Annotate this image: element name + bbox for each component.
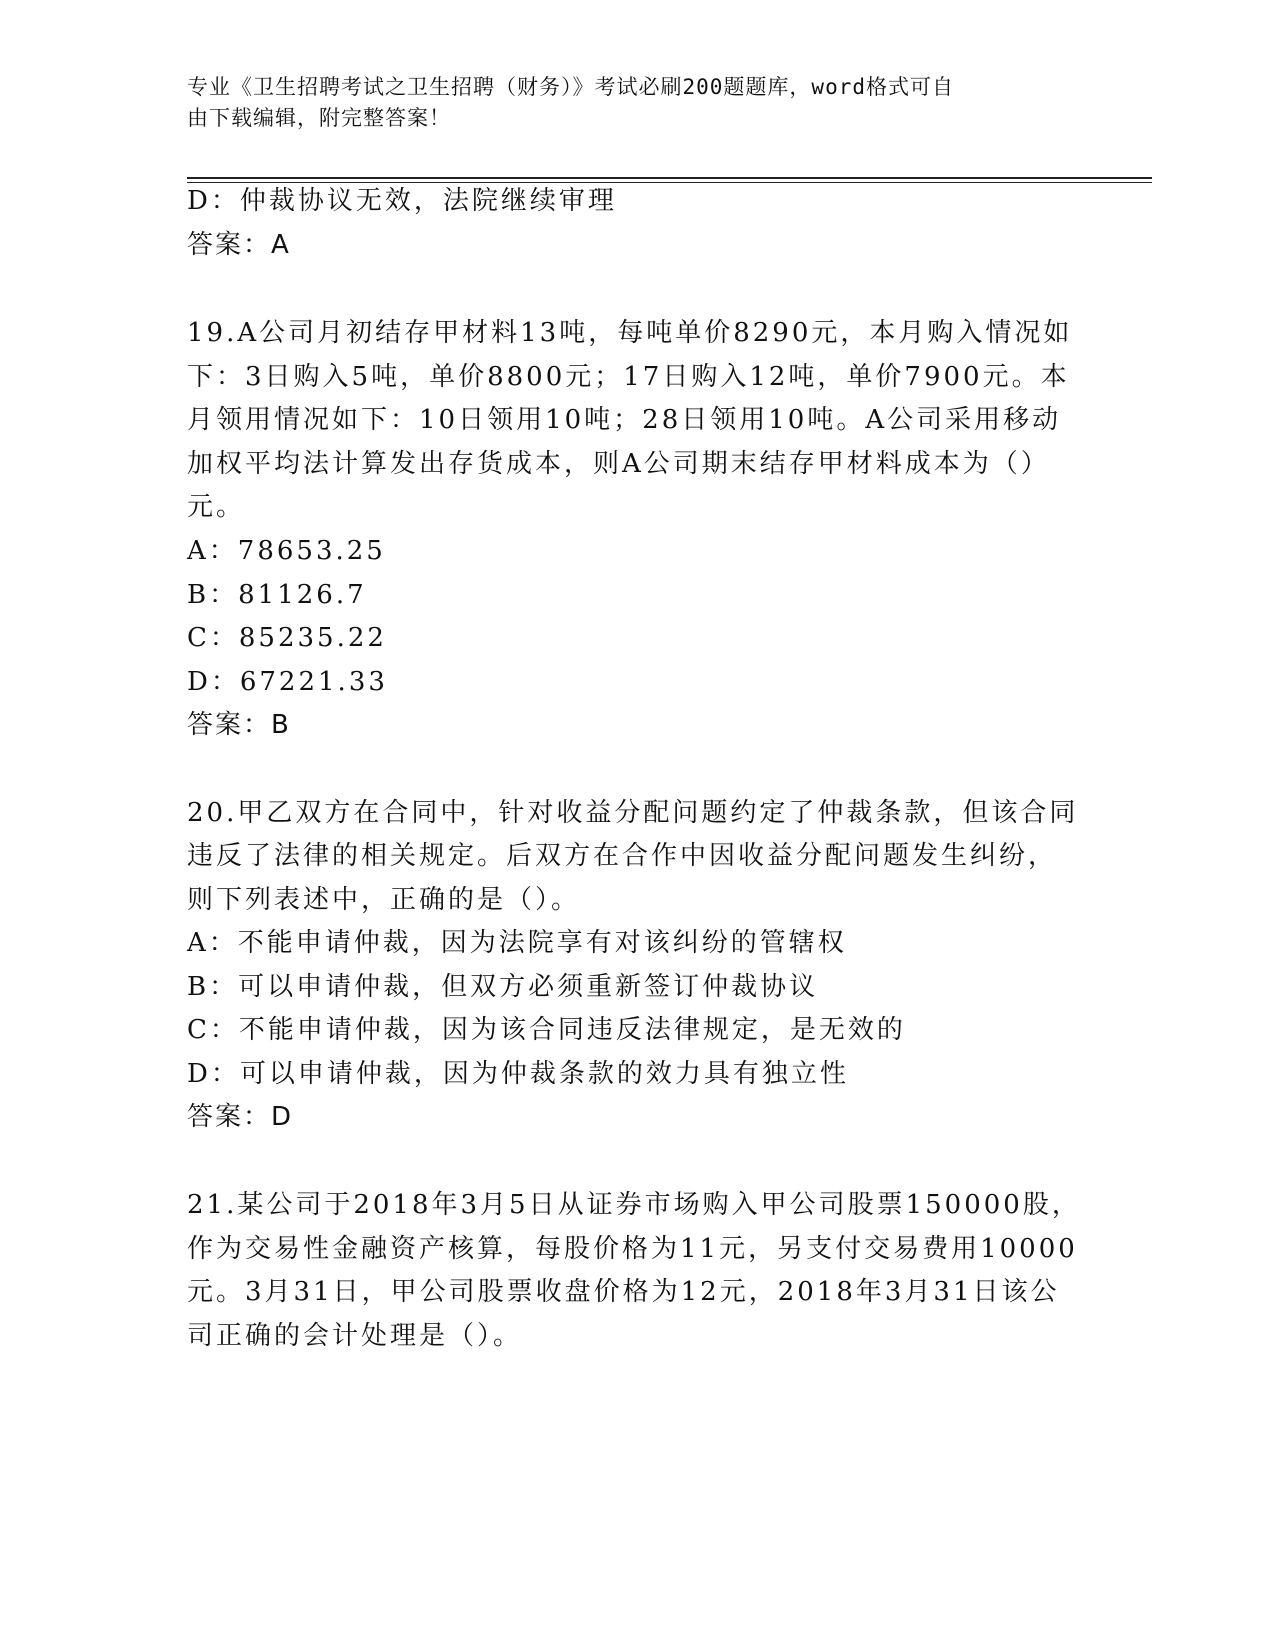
- q21-text-line: 21.某公司于2018年3月5日从证券市场购入甲公司股票150000股，: [187, 1190, 1081, 1220]
- header-divider-thin: [187, 182, 1152, 183]
- document-header: [187, 72, 1067, 134]
- header-divider: [187, 177, 1152, 179]
- q19-option-c: C：85235.22: [187, 623, 387, 653]
- q21-text-line: 作为交易性金融资产核算，每股价格为11元，另支付交易费用10000: [187, 1234, 1078, 1264]
- q20-text-line: 违反了法律的相关规定。后双方在合作中因收益分配问题发生纠纷，: [187, 841, 1058, 871]
- q19-text-line: 元。: [187, 492, 246, 522]
- q20-option-c: C：不能申请仲裁，因为该合同违反法律规定，是无效的: [187, 1015, 906, 1045]
- q20-text-line: 则下列表述中，正确的是（）。: [187, 885, 581, 915]
- q21-text-line: 司正确的会计处理是（）。: [187, 1321, 523, 1351]
- prev-option-d: D：仲裁协议无效，法院继续审理: [187, 186, 617, 216]
- q20-option-b: B：可以申请仲裁，但双方必须重新签订仲裁协议: [187, 972, 819, 1002]
- q20-answer: 答案：D: [187, 1102, 294, 1132]
- q19-text-line: 月领用情况如下：10日领用10吨；28日领用10吨。A公司采用移动: [187, 405, 1062, 435]
- q19-option-b: B：81126.7: [187, 580, 367, 610]
- q19-text-line: 19.A公司月初结存甲材料13吨，每吨单价8290元，本月购入情况如: [187, 318, 1073, 348]
- q19-option-d: D：67221.33: [187, 667, 388, 697]
- q19-option-a: A：78653.25: [187, 536, 386, 566]
- q20-option-a: A：不能申请仲裁，因为法院享有对该纠纷的管辖权: [187, 928, 847, 958]
- header-line-2: 由下载编辑，附完整答案！: [187, 106, 451, 130]
- q21-text-line: 元。3月31日，甲公司股票收盘价格为12元，2018年3月31日该公: [187, 1277, 1060, 1307]
- q19-text-line: 加权平均法计算发出存货成本，则A公司期末结存甲材料成本为（）: [187, 449, 1050, 479]
- q19-text-line: 下：3日购入5吨，单价8800元；17日购入12吨，单价7900元。本: [187, 362, 1070, 392]
- q20-text-line: 20.甲乙双方在合同中，针对收益分配问题约定了仲裁条款，但该合同: [187, 798, 1079, 828]
- prev-answer: 答案：A: [187, 230, 291, 260]
- q19-answer: 答案：B: [187, 710, 291, 740]
- q20-option-d: D：可以申请仲裁，因为仲裁条款的效力具有独立性: [187, 1059, 849, 1089]
- header-line-1: 专业《卫生招聘考试之卫生招聘（财务）》考试必刷200题题库，word格式可自: [187, 75, 954, 99]
